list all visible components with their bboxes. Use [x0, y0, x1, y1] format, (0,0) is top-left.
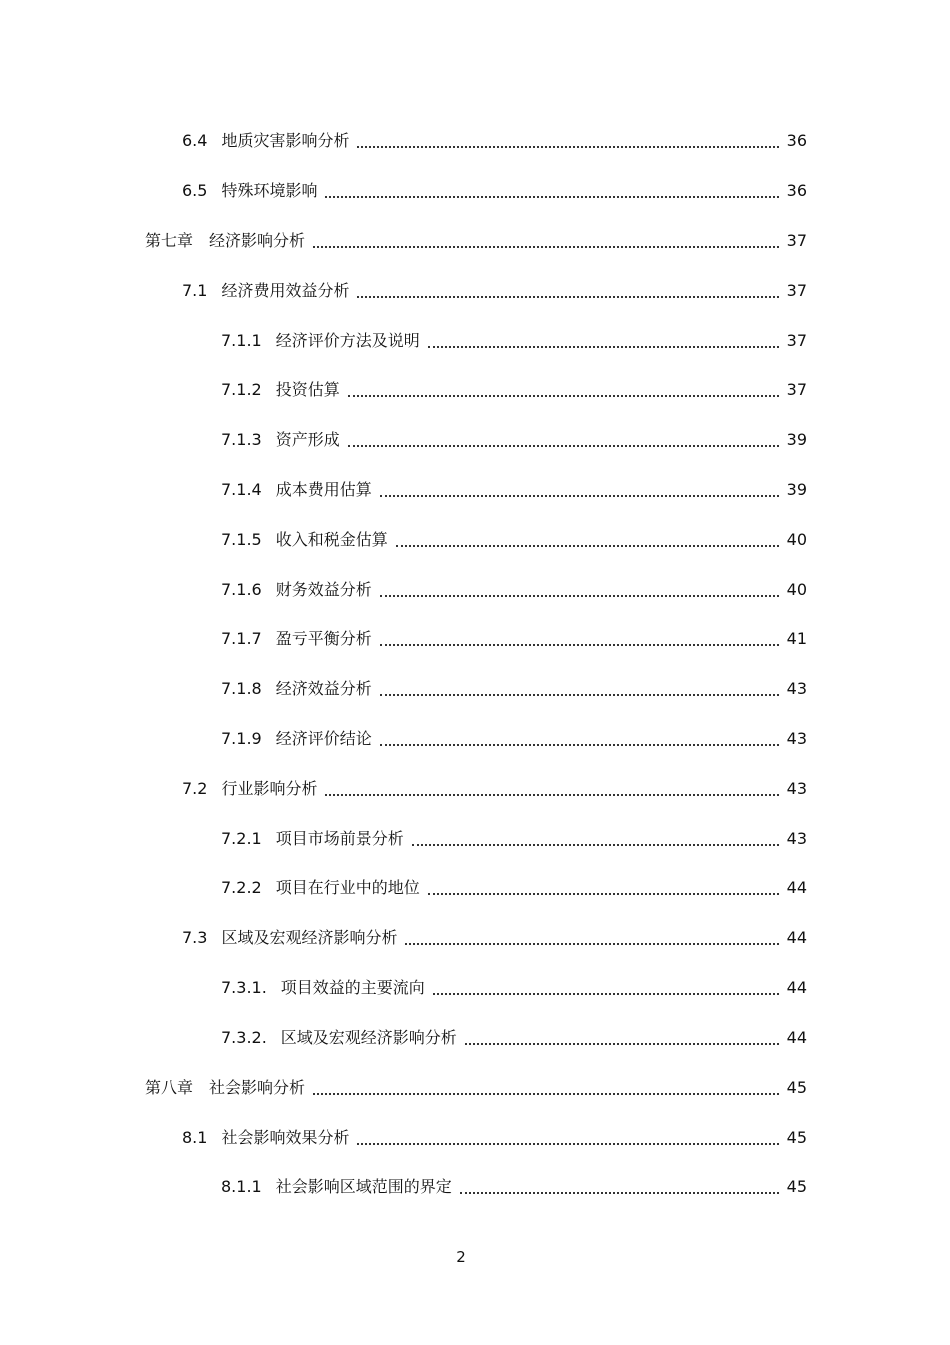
toc-number: 7.1.8: [221, 679, 262, 698]
toc-title: 社会影响分析: [209, 1078, 306, 1097]
toc-title: 区域及宏观经济影响分析: [221, 928, 398, 947]
toc-entry[interactable]: [182, 125, 807, 151]
dot-leader: [380, 643, 779, 646]
toc-title: 经济评价方法及说明: [275, 331, 420, 350]
toc-entry[interactable]: [221, 574, 807, 600]
toc-entry[interactable]: [221, 1171, 807, 1197]
toc-number: 7.3.2.: [221, 1028, 267, 1047]
toc-title: 项目效益的主要流向: [280, 978, 425, 997]
toc-number: 7.1.5: [221, 530, 262, 549]
dot-leader: [325, 793, 779, 796]
toc-title: 行业影响分析: [221, 779, 318, 798]
toc-title: 社会影响效果分析: [221, 1128, 350, 1147]
dot-leader: [428, 345, 779, 348]
toc-number: 7.1.7: [221, 629, 262, 648]
toc-title: 经济费用效益分析: [221, 281, 350, 300]
toc-page-number: 44: [786, 1028, 807, 1047]
toc-number: 7.1: [182, 281, 208, 300]
toc-page-number: 43: [786, 729, 807, 748]
toc-number: 第七章: [145, 231, 194, 250]
dot-leader: [405, 942, 779, 945]
toc-entry[interactable]: [182, 275, 807, 301]
toc-number: 6.4: [182, 131, 208, 150]
toc-page-number: 37: [786, 281, 807, 300]
toc-number: 7.3: [182, 928, 208, 947]
toc-page-number: 45: [786, 1078, 807, 1097]
toc-entry[interactable]: [221, 524, 807, 550]
dot-leader: [380, 693, 779, 696]
toc-title: 盈亏平衡分析: [275, 629, 372, 648]
toc-number: 7.1.3: [221, 430, 262, 449]
toc-entry[interactable]: [182, 1122, 807, 1148]
toc-number: 7.1.4: [221, 480, 262, 499]
toc-entry[interactable]: [221, 972, 807, 998]
toc-page-number: 43: [786, 679, 807, 698]
toc-title: 经济评价结论: [275, 729, 372, 748]
toc-title: 财务效益分析: [275, 580, 372, 599]
toc-title: 成本费用估算: [275, 480, 372, 499]
toc-entry[interactable]: [182, 922, 807, 948]
toc-page-number: 40: [786, 580, 807, 599]
toc-entry[interactable]: [182, 175, 807, 201]
toc-page-number: 37: [786, 231, 807, 250]
dot-leader: [357, 1142, 779, 1145]
toc-number: 7.2: [182, 779, 208, 798]
toc-title: 项目在行业中的地位: [275, 878, 420, 897]
dot-leader: [460, 1191, 779, 1194]
toc-entry[interactable]: [221, 374, 807, 400]
toc-title: 经济影响分析: [209, 231, 306, 250]
dot-leader: [396, 544, 779, 547]
toc-entry[interactable]: [221, 673, 807, 699]
toc-page-number: 37: [786, 331, 807, 350]
toc-title: 地质灾害影响分析: [221, 131, 350, 150]
toc-entry[interactable]: [221, 823, 807, 849]
dot-leader: [380, 594, 779, 597]
toc-page-number: 44: [786, 978, 807, 997]
toc-entry[interactable]: [221, 424, 807, 450]
toc-entry[interactable]: [221, 872, 807, 898]
dot-leader: [380, 743, 779, 746]
toc-page-number: 45: [786, 1128, 807, 1147]
toc-number: 7.3.1.: [221, 978, 267, 997]
dot-leader: [348, 444, 779, 447]
dot-leader: [428, 892, 779, 895]
toc-title: 收入和税金估算: [275, 530, 388, 549]
toc-entry[interactable]: [182, 773, 807, 799]
toc-page-number: 40: [786, 530, 807, 549]
toc-number: 7.2.1: [221, 829, 262, 848]
dot-leader: [412, 843, 779, 846]
toc-entry[interactable]: [221, 474, 807, 500]
toc-number: 7.1.6: [221, 580, 262, 599]
toc-title: 项目市场前景分析: [275, 829, 404, 848]
toc-entry[interactable]: [221, 1022, 807, 1048]
toc-page-number: 44: [786, 878, 807, 897]
toc-page-number: 44: [786, 928, 807, 947]
dot-leader: [357, 295, 779, 298]
toc-number: 6.5: [182, 181, 208, 200]
dot-leader: [348, 394, 779, 397]
toc-entry[interactable]: [221, 623, 807, 649]
toc-entry[interactable]: [145, 225, 807, 251]
toc-page-number: 43: [786, 829, 807, 848]
toc-page-number: 36: [786, 131, 807, 150]
toc-page-number: 41: [786, 629, 807, 648]
toc-page-number: 43: [786, 779, 807, 798]
toc-entry[interactable]: [221, 723, 807, 749]
dot-leader: [325, 195, 779, 198]
toc-page-number: 37: [786, 380, 807, 399]
toc-number: 8.1: [182, 1128, 208, 1147]
page-number: 2: [456, 1248, 466, 1266]
toc-title: 投资估算: [275, 380, 340, 399]
toc-page-number: 36: [786, 181, 807, 200]
toc-page-number: 45: [786, 1177, 807, 1196]
dot-leader: [433, 992, 779, 995]
toc-number: 7.1.9: [221, 729, 262, 748]
dot-leader: [313, 245, 779, 248]
dot-leader: [380, 494, 779, 497]
toc-entry[interactable]: [221, 325, 807, 351]
dot-leader: [465, 1042, 779, 1045]
toc-number: 第八章: [145, 1078, 194, 1097]
toc-title: 特殊环境影响: [221, 181, 318, 200]
toc-title: 区域及宏观经济影响分析: [280, 1028, 457, 1047]
toc-title: 资产形成: [275, 430, 340, 449]
toc-entry[interactable]: [145, 1072, 807, 1098]
toc-number: 7.2.2: [221, 878, 262, 897]
toc-number: 8.1.1: [221, 1177, 262, 1196]
toc-page-number: 39: [786, 480, 807, 499]
toc-number: 7.1.1: [221, 331, 262, 350]
toc-title: 经济效益分析: [275, 679, 372, 698]
dot-leader: [357, 145, 779, 148]
toc-page-number: 39: [786, 430, 807, 449]
dot-leader: [313, 1092, 779, 1095]
toc-title: 社会影响区域范围的界定: [275, 1177, 452, 1196]
toc-number: 7.1.2: [221, 380, 262, 399]
